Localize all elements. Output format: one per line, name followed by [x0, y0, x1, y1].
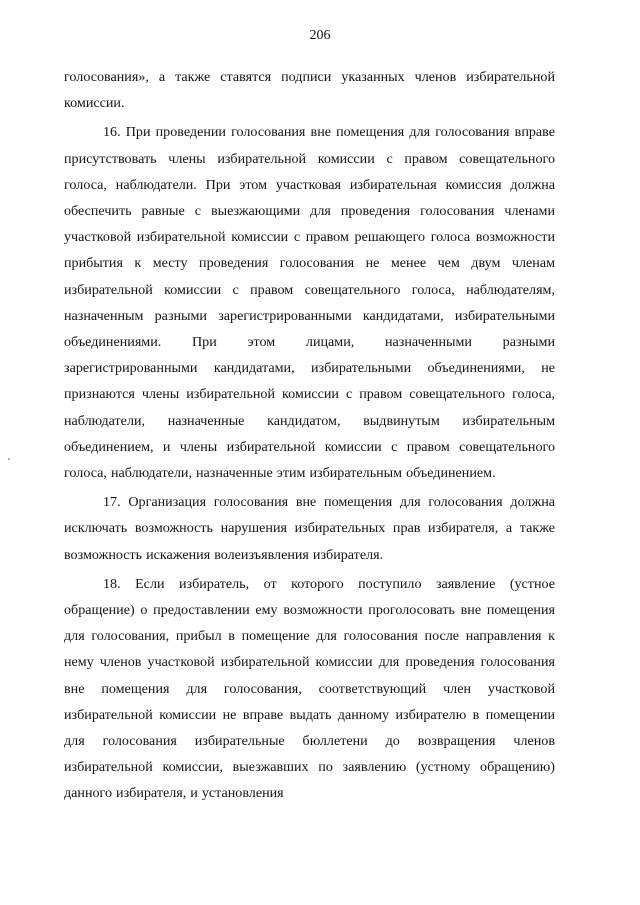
page-number: 206	[309, 28, 331, 43]
paragraph-continuation: голосования», а также ставятся подписи указанных членов избирательной комиссии.	[64, 69, 555, 112]
paragraph-18: 18. Если избиратель, от которого поступило заявление (устное обращение) о предоставлении ему возможности проголосовать вне помещения для голосования, прибыл в помещение для голосования после направления к нему членов участковой избирательной комиссии для проведения голосования вне помещения для голосования, соответствующий член участковой избирательной комиссии не вправе выдать данному избирателю в помещении для голосования избирательные бюллетени до возвращения членов избирательной комиссии, выезжавших по заявлению (устному обращению) данного избирателя, и установления	[64, 575, 555, 802]
scan-margin-speck	[8, 458, 10, 460]
document-body	[64, 64, 555, 807]
paragraph-17: 17. Организация голосования вне помещения для голосования должна исключать возможность нарушения избирательных прав избирателя, а также возможность искажения волеизъявления избирателя.	[64, 494, 555, 563]
paragraph-16: 16. При проведении голосования вне помещения для голосования вправе присутствовать члены избирательной комиссии с правом совещательного голоса, наблюдатели. При этом участковая избирательная комиссия должна обеспечить равные с выезжающими для проведения голосования членами участковой избирательной комиссии с правом решающего голоса возможности прибытия к месту проведения голосования не менее чем двум членам избирательной комиссии с правом совещательного голоса, наблюдателям, назначенным разными зарегистрированными кандидатами, избирательными объединениями. При этом лицами, назначенными разными зарегистрированными кандидатами, избирательными объединениями, не признаются члены избирательной комиссии с правом совещательного голоса, наблюдатели, назначенные кандидатом, выдвинутым избирательным объединением, и члены избирательной комиссии с правом совещательного голоса, наблюдатели, назначенные этим избирательным объединением.	[64, 124, 555, 482]
